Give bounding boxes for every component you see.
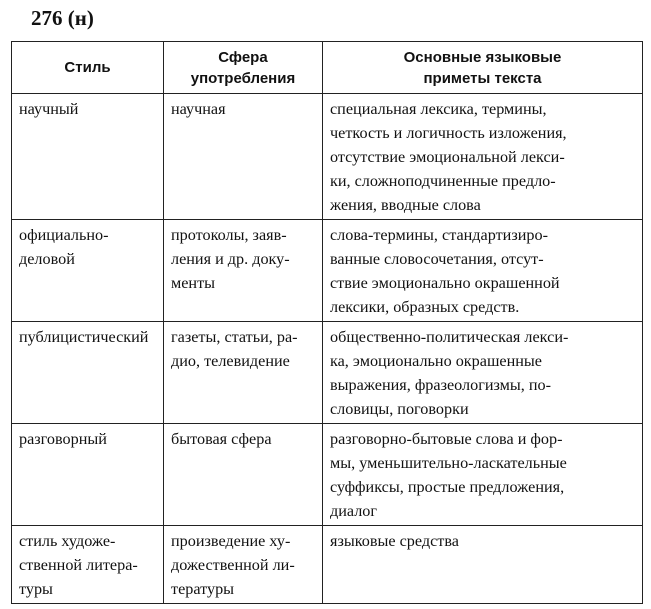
table-row bbox=[12, 322, 643, 424]
cell-line: жения, вводные слова bbox=[330, 196, 481, 214]
cell-line: ственной литера- bbox=[19, 556, 138, 574]
cell-line: общественно-политическая лекси- bbox=[330, 328, 569, 346]
cell-line: мы, уменьшительно-ласкательные bbox=[330, 454, 567, 472]
cell-line: лексики, образных средств. bbox=[330, 298, 520, 316]
cell-line: менты bbox=[171, 274, 216, 292]
cell-sphere bbox=[164, 424, 323, 526]
header-sphere bbox=[164, 42, 323, 94]
cell-line: четкость и логичность изложения, bbox=[330, 124, 567, 142]
cell-sphere bbox=[164, 526, 323, 604]
cell-sphere bbox=[164, 322, 323, 424]
header-line: Стиль bbox=[64, 59, 111, 76]
cell-line: дио, телевидение bbox=[171, 352, 290, 370]
cell-line: языковые средства bbox=[330, 532, 459, 550]
header-line: приметы текста bbox=[423, 69, 542, 87]
cell-line: отсутствие эмоциональной лекси- bbox=[330, 148, 565, 166]
cell-line: выражения, фразеологизмы, по- bbox=[330, 376, 552, 394]
cell-line: публицистический bbox=[19, 328, 149, 346]
cell-line: суффиксы, простые предложения, bbox=[330, 478, 565, 496]
cell-line: газеты, статьи, ра- bbox=[171, 328, 298, 346]
cell-style bbox=[12, 94, 164, 220]
cell-features bbox=[323, 322, 643, 424]
header-line: употребления bbox=[190, 69, 296, 87]
cell-style bbox=[12, 220, 164, 322]
cell-line: ванные словосочетания, отсут- bbox=[330, 250, 544, 268]
table-row bbox=[12, 220, 643, 322]
cell-style bbox=[12, 322, 164, 424]
cell-line: научная bbox=[171, 100, 226, 118]
cell-features bbox=[323, 424, 643, 526]
table-row bbox=[12, 94, 643, 220]
cell-style bbox=[12, 424, 164, 526]
header-line: Основные языковые bbox=[403, 48, 562, 66]
task-number: 276 (н) bbox=[31, 6, 94, 30]
cell-line: ка, эмоционально окрашенные bbox=[330, 352, 542, 370]
cell-line: стиль художе- bbox=[19, 532, 116, 550]
cell-line: слова-термины, стандартизиро- bbox=[330, 226, 548, 244]
styles-table bbox=[11, 41, 643, 604]
cell-line: словицы, поговорки bbox=[330, 400, 469, 418]
cell-line: разговорно-бытовые слова и фор- bbox=[330, 430, 563, 448]
cell-line: специальная лексика, термины, bbox=[330, 100, 547, 118]
cell-sphere bbox=[164, 220, 323, 322]
cell-line: бытовая сфера bbox=[171, 430, 272, 448]
cell-line: научный bbox=[19, 100, 79, 118]
cell-style bbox=[12, 526, 164, 604]
cell-line: ствие эмоционально окрашенной bbox=[330, 274, 560, 292]
cell-features bbox=[323, 220, 643, 322]
cell-line: разговорный bbox=[19, 430, 107, 448]
cell-line: ки, сложноподчиненные предло- bbox=[330, 172, 556, 190]
header-style bbox=[12, 42, 164, 94]
table-row bbox=[12, 424, 643, 526]
cell-line: туры bbox=[19, 580, 53, 598]
cell-features bbox=[323, 94, 643, 220]
cell-line: официально- bbox=[19, 226, 109, 244]
header-line: Сфера bbox=[218, 48, 268, 66]
cell-line: дожественной ли- bbox=[171, 556, 295, 574]
cell-line: произведение ху- bbox=[171, 532, 291, 550]
cell-line: протоколы, заяв- bbox=[171, 226, 287, 244]
cell-sphere bbox=[164, 94, 323, 220]
cell-line: деловой bbox=[19, 250, 75, 268]
header-features bbox=[323, 42, 643, 94]
cell-line: тературы bbox=[171, 580, 235, 598]
table-row bbox=[12, 526, 643, 604]
header-row bbox=[12, 42, 643, 94]
cell-line: ления и др. доку- bbox=[171, 250, 290, 268]
cell-features bbox=[323, 526, 643, 604]
cell-line: диалог bbox=[330, 502, 378, 520]
